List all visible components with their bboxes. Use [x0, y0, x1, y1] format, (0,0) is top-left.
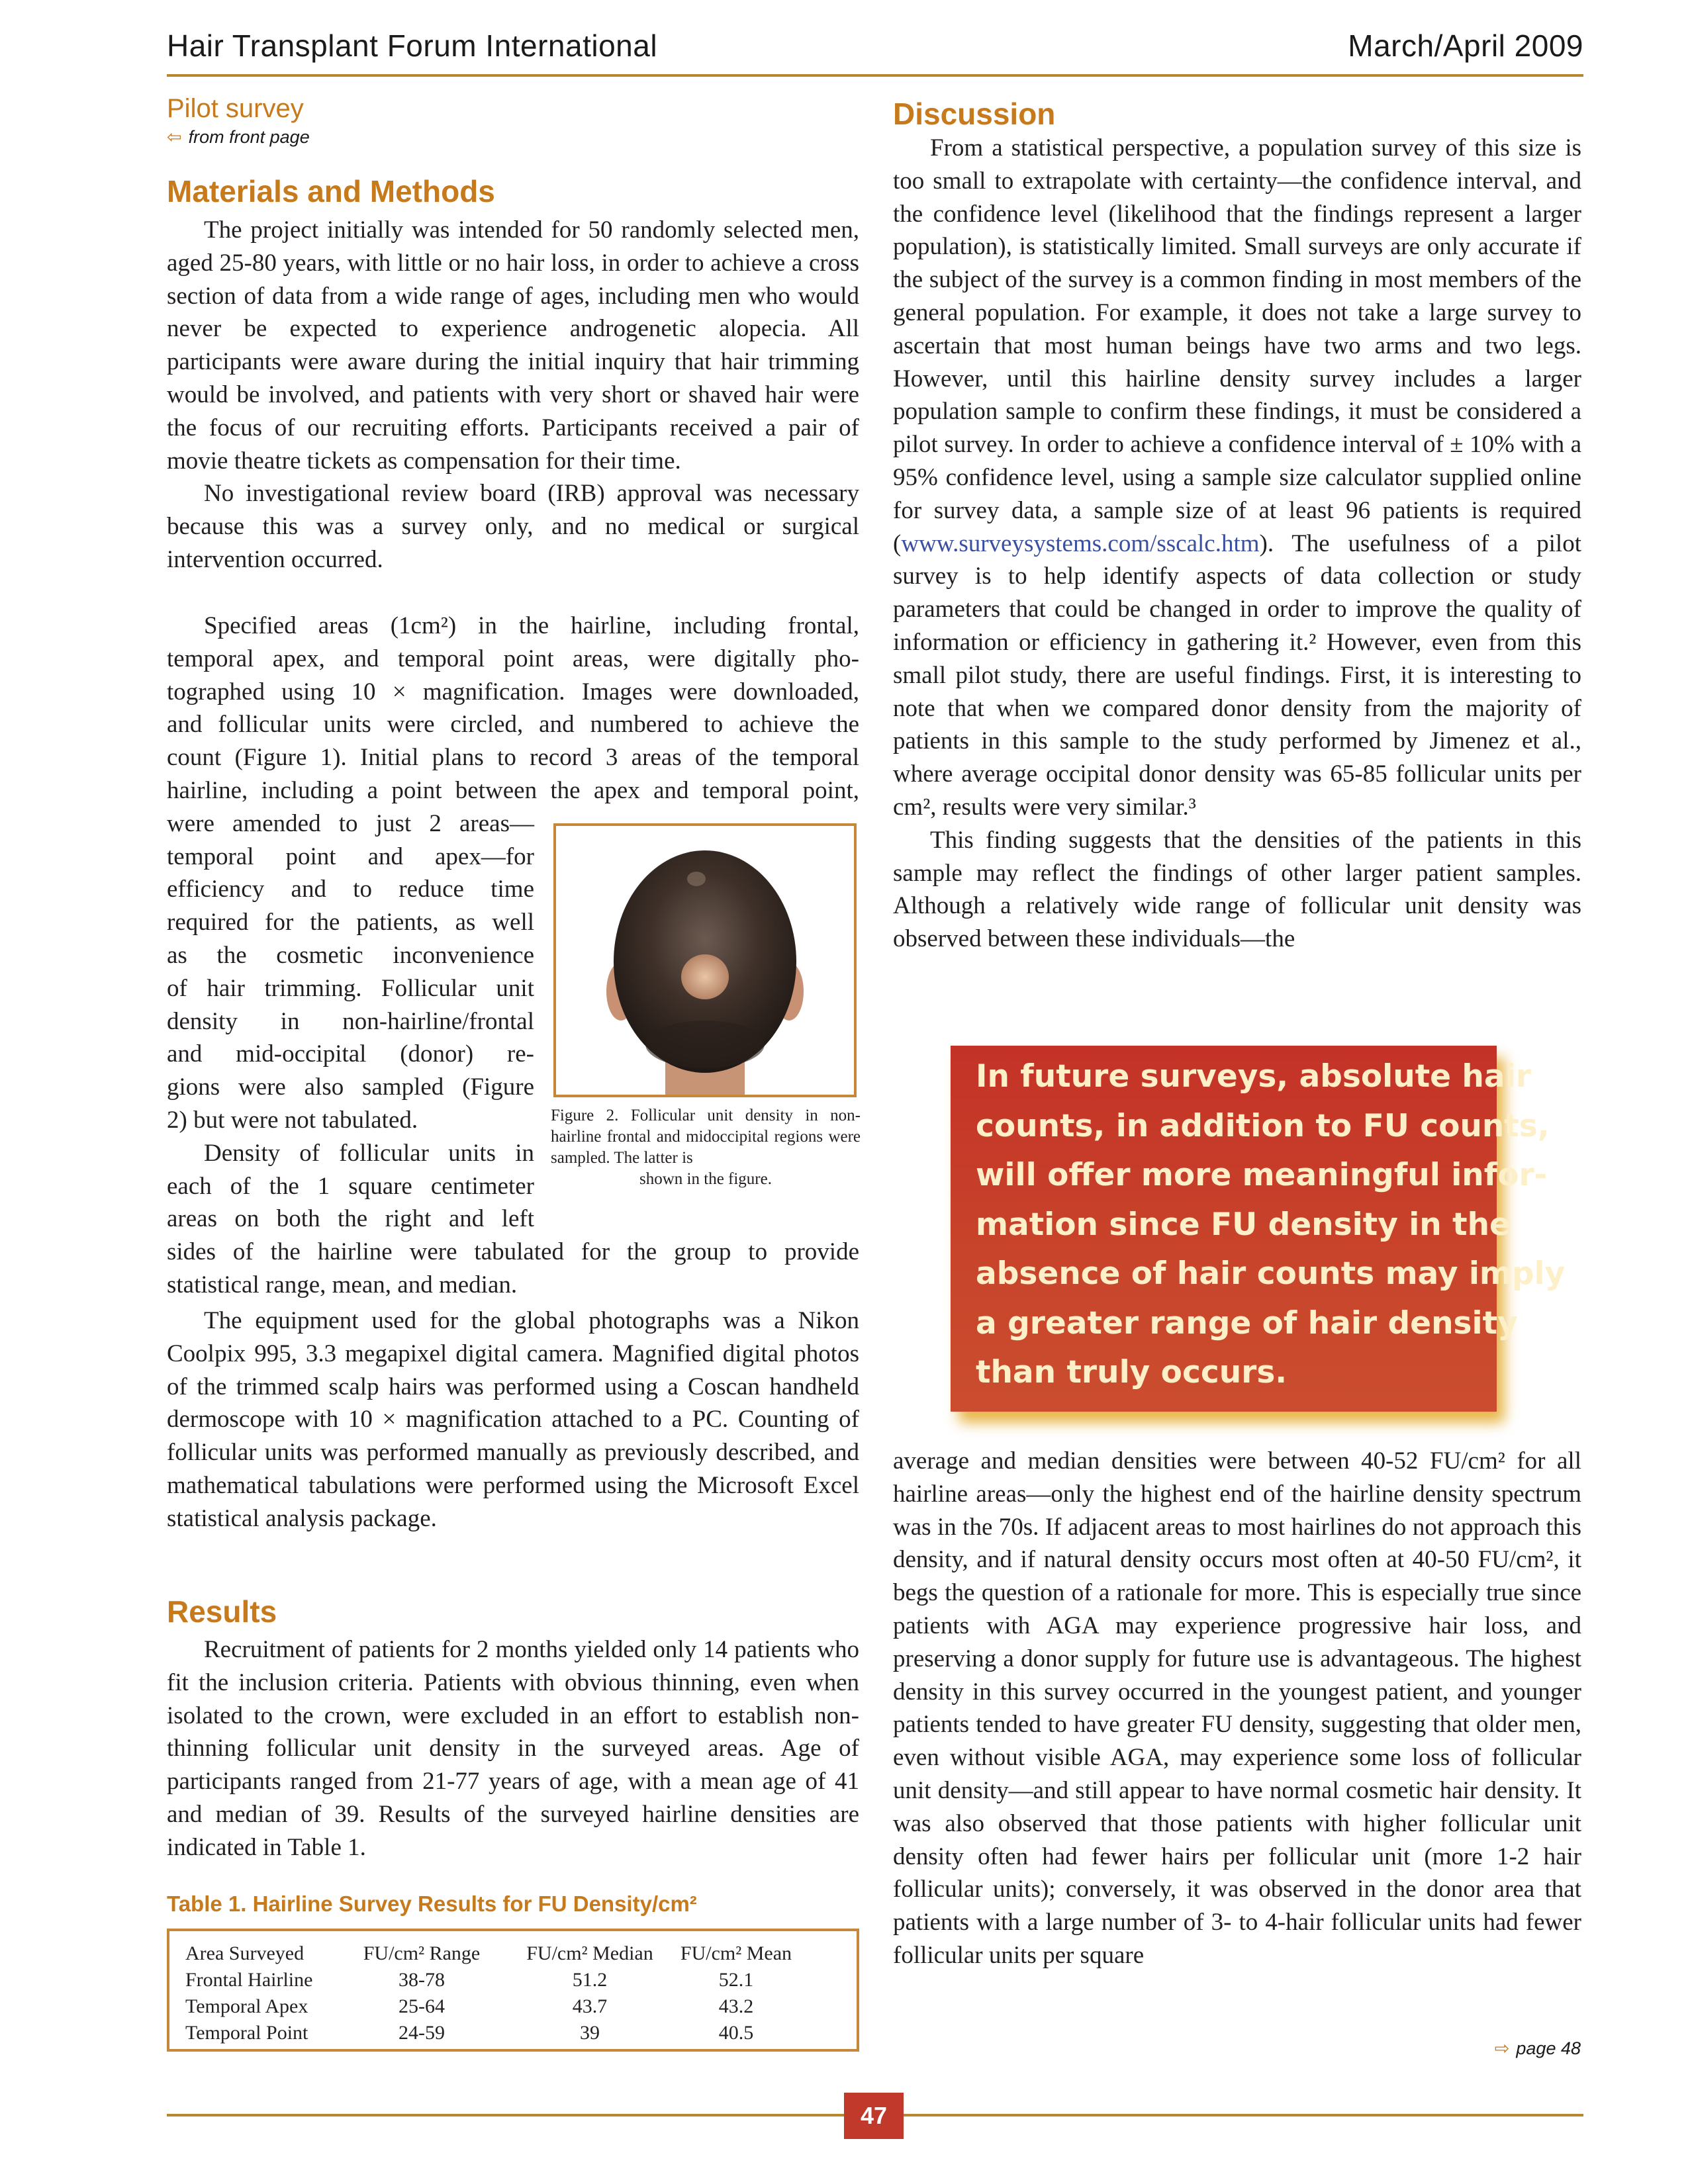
discussion-continuation [893, 1445, 1581, 1972]
paragraph-line: areas on both the right and left [167, 1205, 534, 1233]
paragraph-line: were amended to just 2 areas— [167, 809, 534, 837]
paragraph-line: as the cosmetic inconvenience [167, 941, 534, 969]
methods-heading: Materials and Methods [167, 174, 495, 208]
paragraph-line: efficiency and to reduce time [167, 876, 534, 903]
paragraph-line: temporal point and apex—for [167, 842, 534, 870]
table-cell: 24-59 [399, 2022, 445, 2044]
paragraph-line: count (Figure 1). Initial plans to record 3 areas of the temporal [167, 744, 859, 772]
from-front-link[interactable] [167, 127, 310, 148]
table-header-cell: FU/cm² Range [363, 1942, 481, 1964]
continued-link[interactable] [1495, 2038, 1581, 2059]
pullquote-box [951, 1046, 1566, 1412]
figure-2-photo [553, 823, 857, 1097]
paragraph-line: sides of the hairline were tabulated for the group to provide [167, 1238, 859, 1266]
continued-label: page 48 [1516, 2038, 1581, 2058]
figure-caption-last: shown in the figure. [639, 1170, 772, 1188]
pullquote-line: a greater range of hair density [976, 1304, 1518, 1342]
pullquote-line: mation since FU density in the [976, 1206, 1511, 1243]
paragraph-line: statistical range, mean, and median. [167, 1271, 518, 1298]
table-header-cell: FU/cm² Median [526, 1942, 653, 1964]
paragraph-line: required for the patients, as well [167, 909, 534, 936]
methods-text-1 [167, 214, 859, 576]
table-1 [167, 1929, 859, 2052]
issue-date: March/April 2009 [1348, 28, 1583, 63]
pullquote-line: In future surveys, absolute hair [976, 1058, 1531, 1095]
table-row [185, 1993, 796, 2020]
arrow-right-icon: ⇨ [1494, 2038, 1510, 2058]
table-header-row [185, 1940, 796, 1967]
continuation-paragraph: average and median densities were between 40-52 FU/cm² for all hairline areas—only the highest end of the hairline density spectrum was in the 70s. If adjacent areas to most hairlines do not approach this density, and if natural density occurs most often at 40-50 FU/cm², it begs the question of a rationale for more. This is especially true since patients with AGA may experience progressive hair loss, and preserving a donor supply for future use is advantageous. The highest density in this survey occurred in the youngest patient, and younger patients tended to have greater FU density, suggesting that older men, even without visible AGA, may experience some loss of follicular unit density—and still appear to have normal cosmetic hair density. It was also observed that those patients with higher follicular unit density often had fewer hairs per follicular unit (more 1-2 hair follicular units); conversely, it was observed in the donor area that patients with a large number of 3- to 4-hair follicular units had fewer follicular units per square [893, 1447, 1581, 1969]
page-number: 47 [844, 2093, 904, 2139]
table-cell: Frontal Hairline [185, 1969, 313, 1991]
methods-paragraph: The project initially was intended for 50 randomly selected men, aged 25-80 years, with little or no hair loss, in order to achieve a cross section of data from a wide range of ages, including men who would never be expected to experience androgenetic alopecia. All participants were aware during the initial inquiry that hair trimming would be involved, and patients with very short or shaved hair were the focus of our recruiting efforts. Participants received a pair of movie theatre tickets as compensation for their time. [167, 216, 859, 475]
header-rule [167, 74, 1583, 77]
paragraph-line: and follicular units were circled, and numbered to achieve the [167, 711, 859, 739]
discussion-p1-text: From a statistical perspective, a population survey of this size is too small to extrapolate with certainty—the confidence interval, and the confidence level (likelihood that the findings represent a larger population), is statistically limited. Small surveys are only accurate if the subject of the survey is a common finding in most members of the general population. For example, it does not take a large survey to ascertain that most human beings have two arms and two legs. However, until this hairline density survey includes a larger population sample to confirm these findings, it must be considered a pilot survey. In order to achieve a confidence interval of ± 10% with a 95% confidence level, using a sample size calculator supplied online for survey data, a sample size of at least 96 patients is required ( [893, 134, 1581, 557]
table-cell: 40.5 [718, 2022, 754, 2044]
pullquote-text [976, 1052, 1566, 1398]
pullquote-line: counts, in addition to FU counts, [976, 1107, 1550, 1144]
paragraph-line: tographed using 10 × magnification. Images were downloaded, [167, 678, 859, 705]
paragraph-line: and mid-occipital (donor) re- [167, 1040, 534, 1068]
discussion-paragraph-2: This finding suggests that the densities of the patients in this sample may reflect the findings of other larger patient samples. Although a relatively wide range of follicular unit density was observed between these individuals—the [893, 826, 1581, 953]
table-header-cell: FU/cm² Mean [680, 1942, 792, 1964]
paragraph-line: 2) but were not tabulated. [167, 1106, 418, 1134]
table-cell: 25-64 [399, 1995, 445, 2017]
results-text [167, 1633, 859, 1864]
table-row [185, 2020, 796, 2046]
paragraph-line: density in non-hairline/frontal [167, 1007, 534, 1035]
table-cell: 43.7 [572, 1995, 608, 2017]
table-1-title: Table 1. Hairline Survey Results for FU Density/cm² [167, 1891, 697, 1916]
table-cell: Temporal Apex [185, 1995, 308, 2017]
table-cell: 39 [580, 2022, 600, 2044]
paragraph-line: temporal apex, and temporal point areas, were digitally pho- [167, 645, 859, 672]
figure-caption-text: Figure 2. Follicular unit density in non-hairline frontal and midoccipital regions were sampled. The latter is [551, 1107, 861, 1167]
pullquote-line: will offer more meaningful infor- [976, 1157, 1548, 1193]
scalp-back-of-head-image [556, 826, 854, 1095]
table-row [185, 1967, 796, 1993]
table-header-cell: Area Surveyed [185, 1942, 305, 1964]
figure-2-caption [551, 1105, 861, 1190]
pullquote-line: absence of hair counts may imply [976, 1255, 1566, 1292]
results-heading: Results [167, 1594, 277, 1629]
discussion-heading: Discussion [893, 97, 1056, 131]
results-paragraph: Recruitment of patients for 2 months yielded only 14 patients who fit the inclusion criteria. Patients with obvious thinning, even when isolated to the crown, were excluded in an effort to establish non-thinning follicular unit density in the surveyed areas. Age of participants ranged from 21-77 years of age, with a mean age of 41 and median of 39. Results of the surveyed hairline densities are indicated in Table 1. [167, 1636, 859, 1861]
table-cell: Temporal Point [185, 2022, 308, 2044]
journal-title: Hair Transplant Forum International [167, 28, 658, 63]
from-front-label: from front page [188, 127, 310, 147]
table-cell: 51.2 [572, 1969, 608, 1991]
methods-paragraph: No investigational review board (IRB) approval was necessary because this was a survey only, and no medical or surgical intervention occurred. [167, 480, 859, 573]
discussion-text [893, 132, 1581, 956]
paragraph-line: Density of follicular units in [204, 1139, 534, 1167]
paragraph-line: Specified areas (1cm²) in the hairline, including frontal, [204, 612, 859, 639]
paragraph-line: of hair trimming. Follicular unit [167, 974, 534, 1002]
table-cell: 43.2 [718, 1995, 754, 2017]
discussion-paragraph-1 [893, 132, 1581, 824]
table-cell: 38-78 [399, 1969, 445, 1991]
paragraph-line: each of the 1 square centimeter [167, 1172, 534, 1200]
pullquote-line: than truly occurs. [976, 1354, 1288, 1390]
paragraph-line: hairline, including a point between the apex and temporal point, [167, 776, 859, 804]
equipment-text [167, 1304, 859, 1535]
hairline-survey-table [185, 1940, 796, 2046]
equipment-paragraph: The equipment used for the global photographs was a Nikon Coolpix 995, 3.3 megapixel digital camera. Magnified digital photos of the trimmed scalp hairs was performed using a Coscan handheld dermoscope with 10 × magnification attached to a PC. Counting of follicular units was performed manually as previously described, and mathematical tabulations were performed using the Microsoft Excel statistical analysis package. [167, 1307, 859, 1532]
discussion-p1-rest: ). The usefulness of a pilot survey is to help identify aspects of data collection or study parameters that could be changed in order to improve the quality of information or efficiency in gathering it.² However, even from this small pilot study, there are useful findings. First, it is interesting to note that when we compared donor density from the majority of patients in this sample to the study performed by Jimenez et al., where average occipital donor density was 65-85 follicular units per cm², results were very similar.³ [893, 529, 1581, 821]
sample-size-calculator-link[interactable]: www.surveysystems.com/sscalc.htm [901, 529, 1260, 557]
section-title: Pilot survey [167, 94, 304, 123]
arrow-left-icon: ⇦ [167, 127, 182, 147]
table-cell: 52.1 [718, 1969, 754, 1991]
paragraph-line: gions were also sampled (Figure [167, 1073, 534, 1101]
